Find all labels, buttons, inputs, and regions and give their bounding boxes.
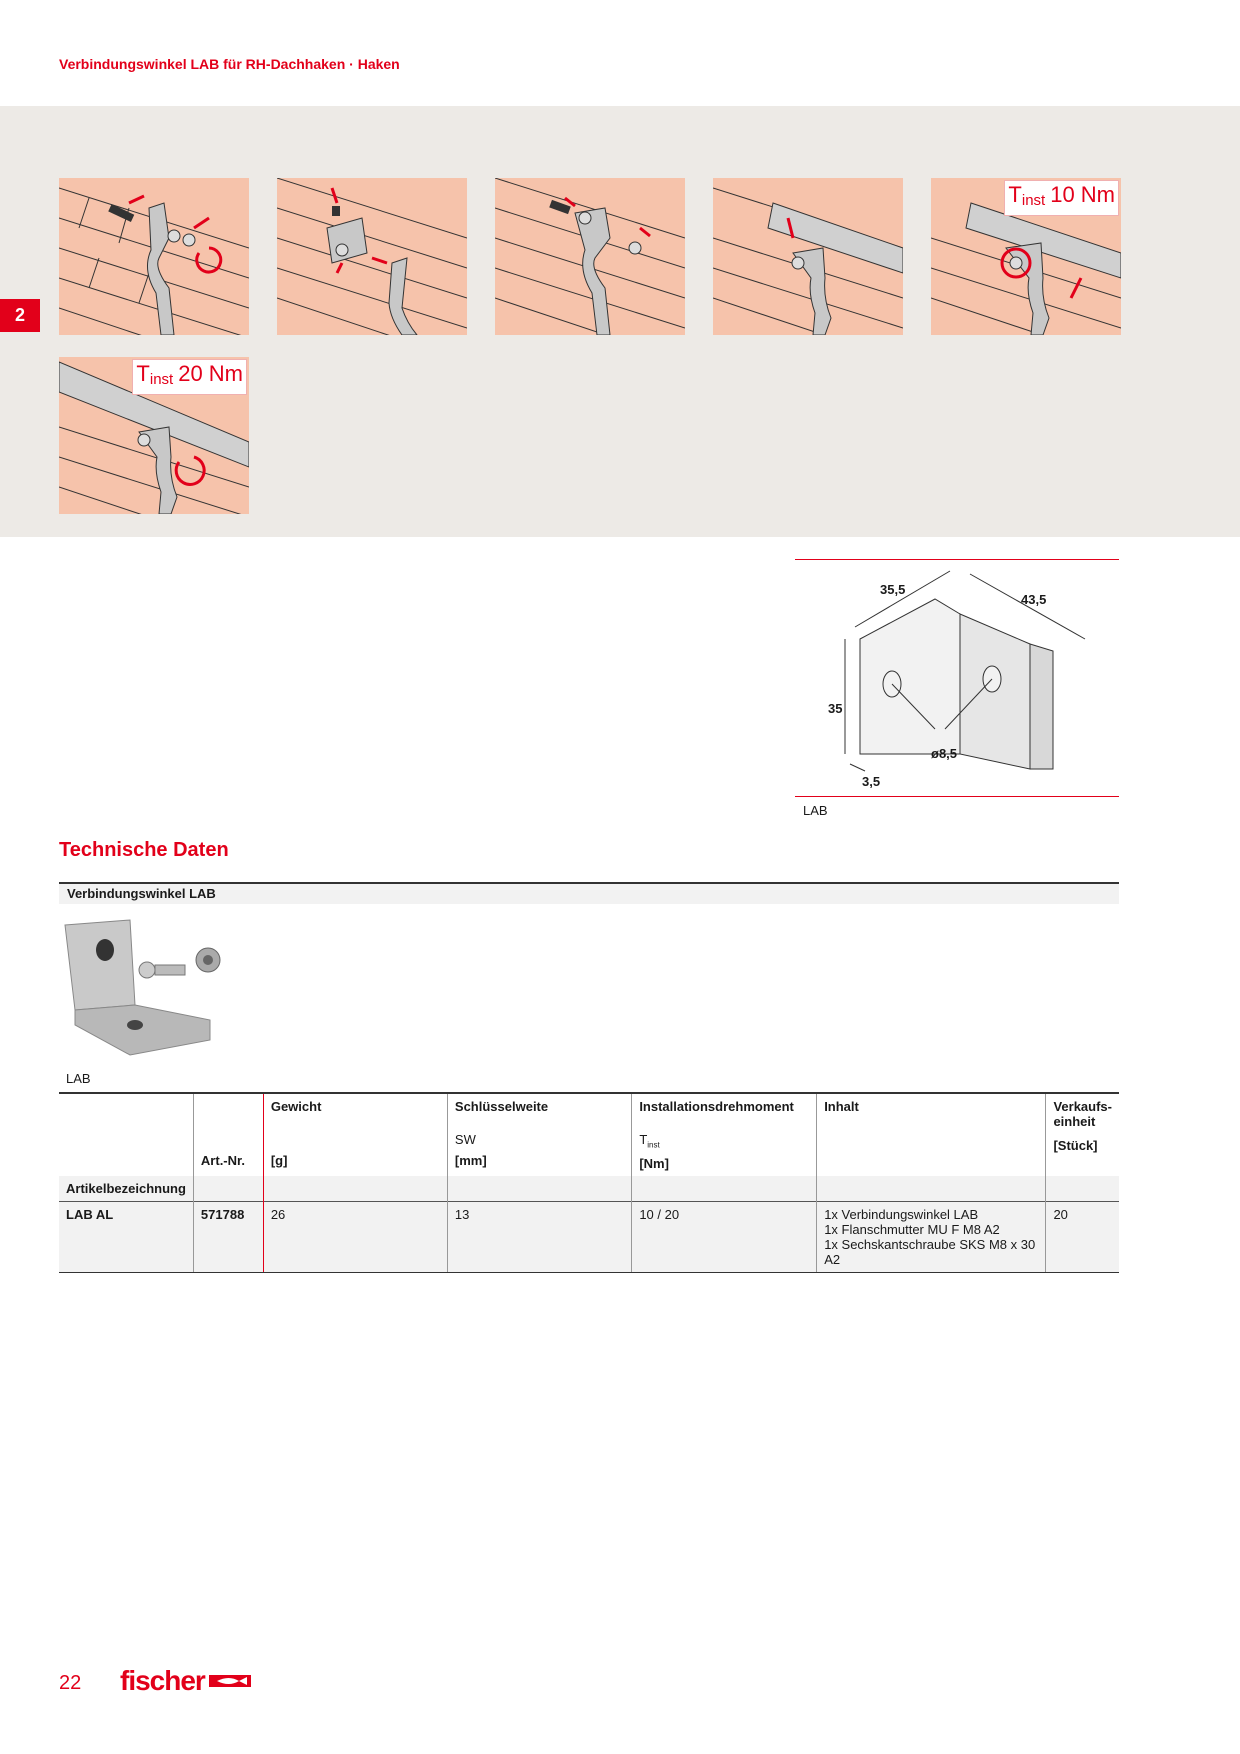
- gewicht-unit: [g]: [270, 1153, 288, 1168]
- dim-thickness: 3,5: [862, 774, 881, 789]
- cell-sw: 13: [447, 1201, 631, 1272]
- page-number: 22: [59, 1672, 82, 1694]
- col-gewicht: [263, 1093, 447, 1176]
- chapter-tab: 2: [0, 299, 40, 332]
- ve-unit: [Stück]: [1053, 1138, 1098, 1153]
- gewicht-header: Gewicht: [270, 1099, 322, 1114]
- fischer-logo: [120, 1665, 251, 1697]
- col-inhalt: [817, 1093, 1046, 1176]
- dim-hole: ø8,5: [931, 746, 958, 761]
- artikelbezeichnung-label: Artikelbezeichnung: [59, 1176, 193, 1202]
- logo-text: fischer: [120, 1665, 205, 1696]
- drawing-rule-bottom: [795, 796, 1119, 797]
- section-title: Technische Daten: [59, 839, 229, 861]
- row-label-row: [59, 1176, 1119, 1202]
- installation-step-2: [277, 178, 467, 335]
- sw-header: Schlüsselweite: [454, 1099, 549, 1114]
- torque-prefix: T: [1008, 182, 1022, 207]
- step-4-illustration: [713, 178, 903, 335]
- dim-height: 35: [828, 701, 843, 716]
- cell-tinst: 10 / 20: [632, 1201, 817, 1272]
- product-photo: [60, 910, 230, 1065]
- col-tinst: [632, 1093, 817, 1176]
- torque-label-20nm: [132, 359, 247, 395]
- torque-label-10nm: [1004, 180, 1119, 216]
- torque-sub: inst: [149, 371, 174, 388]
- tinst-unit: [Nm]: [639, 1155, 669, 1171]
- torque-sub: inst: [1021, 192, 1046, 209]
- technical-data-table: [59, 1092, 1119, 1273]
- col-sw: [447, 1093, 631, 1176]
- ve-header: Verkaufs- einheit: [1053, 1099, 1112, 1129]
- cell-gewicht: 26: [263, 1201, 447, 1272]
- sw-unit: [mm]: [454, 1153, 487, 1168]
- step-3-illustration: [495, 178, 685, 335]
- cell-inhalt: [817, 1201, 1046, 1272]
- installation-step-1: [59, 178, 249, 335]
- dim-width-top: 35,5: [880, 582, 906, 597]
- cell-name: LAB AL: [59, 1201, 193, 1272]
- product-name-bar: Verbindungswinkel LAB: [59, 882, 1119, 904]
- col-ve: [1046, 1093, 1119, 1176]
- col-artikel: [59, 1093, 193, 1176]
- product-photo-caption: LAB: [66, 1071, 91, 1086]
- installation-step-5: [931, 178, 1121, 335]
- inhalt-item: 1x Verbindungswinkel LAB: [824, 1206, 979, 1222]
- torque-value: 20 Nm: [178, 361, 243, 386]
- table-row: [59, 1201, 1119, 1272]
- table-header-row: [59, 1093, 1119, 1176]
- installation-step-4: [713, 178, 903, 335]
- fish-icon: [209, 1673, 251, 1689]
- tinst-header: Installationsdrehmoment: [639, 1099, 794, 1114]
- art-nr-header: Art.-Nr.: [200, 1153, 245, 1168]
- drawing-caption: LAB: [803, 803, 828, 818]
- torque-prefix: T: [136, 361, 150, 386]
- col-art-nr: [193, 1093, 263, 1176]
- technical-drawing: [795, 559, 1119, 797]
- inhalt-item: 1x Sechskantschraube SKS M8 x 30 A2: [824, 1236, 1036, 1267]
- inhalt-item: 1x Flanschmutter MU F M8 A2: [824, 1221, 1000, 1237]
- torque-value: 10 Nm: [1050, 182, 1115, 207]
- tinst-symbol: $T_{inst}$: [639, 1132, 660, 1150]
- cell-ve: 20: [1046, 1201, 1119, 1272]
- bracket-photo-illustration: [60, 910, 230, 1060]
- sw-symbol: SW: [454, 1132, 476, 1147]
- step-1-illustration: [59, 178, 249, 335]
- installation-step-3: [495, 178, 685, 335]
- step-2-illustration: [277, 178, 467, 335]
- installation-step-6: [59, 357, 249, 514]
- bracket-drawing: [795, 559, 1119, 797]
- inhalt-header: Inhalt: [824, 1099, 859, 1114]
- dim-depth: 43,5: [1021, 592, 1047, 607]
- page-header-title: Verbindungswinkel LAB für RH-Dachhaken · Haken: [59, 56, 400, 72]
- cell-art-nr: 571788: [193, 1201, 263, 1272]
